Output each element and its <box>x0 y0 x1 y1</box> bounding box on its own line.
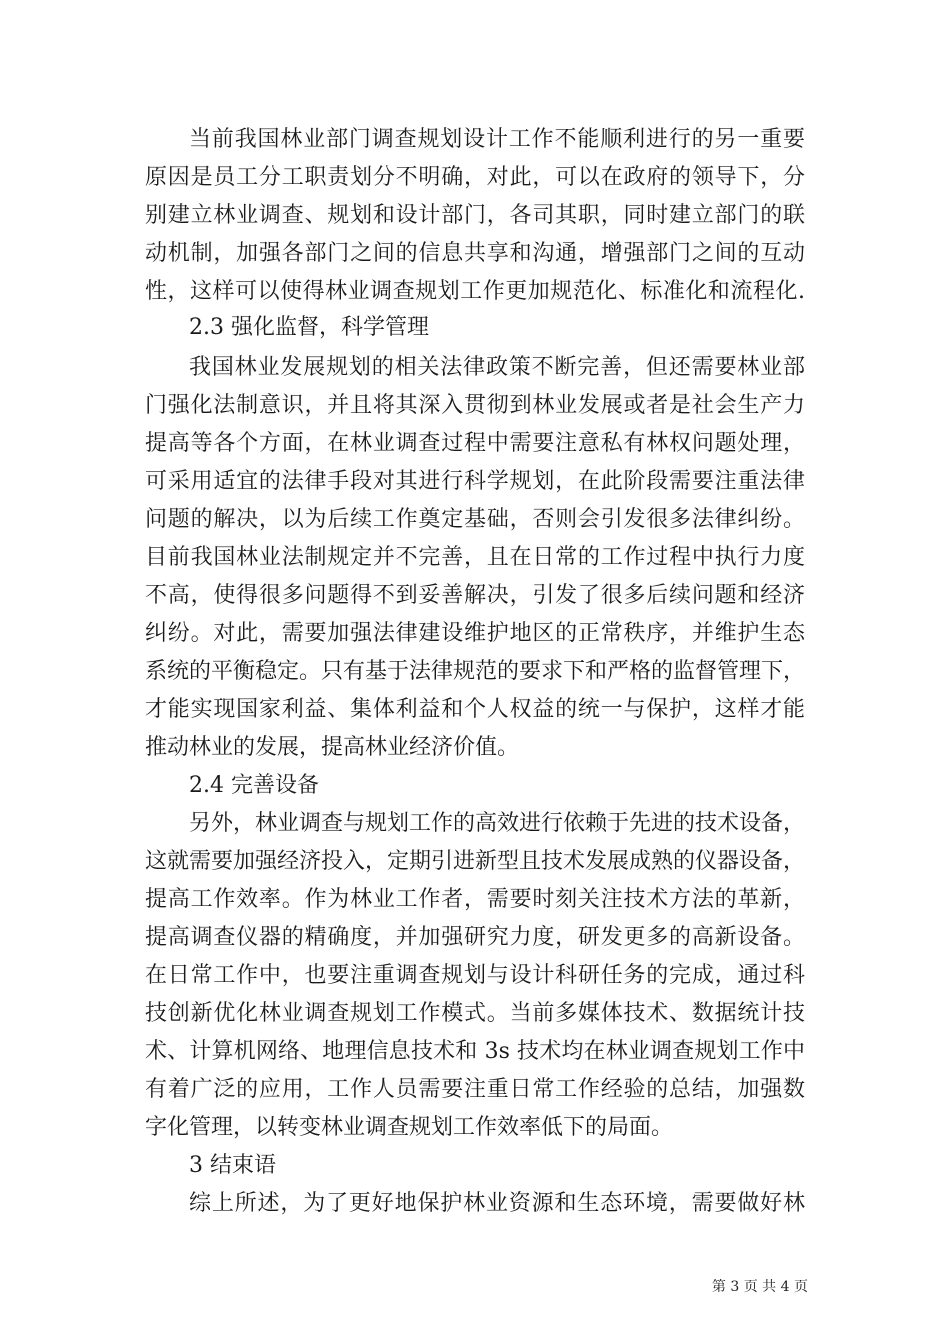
paragraph-2-line-4: 可采用适宜的法律手段对其进行科学规划，在此阶段需要注重法律 <box>145 469 805 494</box>
paragraph-1-line-4: 动机制，加强各部门之间的信息共享和沟通，增强部门之间的互动 <box>145 241 805 266</box>
paragraph-2-line-3: 提高等各个方面，在林业调查过程中需要注意私有林权问题处理， <box>145 431 805 456</box>
paragraph-3-line-2: 这就需要加强经济投入，定期引进新型且技术发展成熟的仪器设备， <box>145 849 806 874</box>
paragraph-1-line-1: 当前我国林业部门调查规划设计工作不能顺利进行的另一重要 <box>189 127 805 152</box>
paragraph-2-line-6: 目前我国林业法制规定并不完善，且在日常的工作过程中执行力度 <box>145 545 805 570</box>
paragraph-3-line-9: 字化管理，以转变林业调查规划工作效率低下的局面。 <box>145 1115 674 1140</box>
paragraph-2-line-1: 我国林业发展规划的相关法律政策不断完善，但还需要林业部 <box>189 355 805 380</box>
paragraph-2-line-9: 系统的平衡稳定。只有基于法律规范的要求下和严格的监督管理下， <box>145 659 806 684</box>
section-heading-2-4: 2.4 完善设备 <box>189 773 319 798</box>
paragraph-3-line-5: 在日常工作中，也要注重调查规划与设计科研任务的完成，通过科 <box>145 963 805 988</box>
paragraph-1-line-2: 原因是员工分工职责划分不明确，对此，可以在政府的领导下，分 <box>145 165 805 190</box>
paragraph-3-line-7: 术、计算机网络、地理信息技术和 3s 技术均在林业调查规划工作中 <box>145 1039 805 1064</box>
section-heading-3: 3 结束语 <box>189 1153 276 1178</box>
paragraph-3-line-1: 另外，林业调查与规划工作的高效进行依赖于先进的技术设备， <box>189 811 806 836</box>
page-number-footer: 第 3 页 共 4 页 <box>711 1279 808 1295</box>
paragraph-2-line-5: 问题的解决，以为后续工作奠定基础，否则会引发很多法律纠纷。 <box>145 507 805 532</box>
paragraph-2-line-8: 纠纷。对此，需要加强法律建设维护地区的正常秩序，并维护生态 <box>145 621 805 646</box>
paragraph-1-line-3: 别建立林业调查、规划和设计部门，各司其职，同时建立部门的联 <box>145 203 805 228</box>
paragraph-3-line-3: 提高工作效率。作为林业工作者，需要时刻关注技术方法的革新， <box>145 887 805 912</box>
paragraph-3-line-8: 有着广泛的应用，工作人员需要注重日常工作经验的总结，加强数 <box>145 1077 805 1102</box>
paragraph-2-line-7: 不高，使得很多问题得不到妥善解决，引发了很多后续问题和经济 <box>145 583 805 608</box>
paragraph-2-line-2: 门强化法制意识，并且将其深入贯彻到林业发展或者是社会生产力 <box>145 393 805 418</box>
section-heading-2-3: 2.3 强化监督，科学管理 <box>189 315 429 340</box>
paragraph-2-line-10: 才能实现国家利益、集体利益和个人权益的统一与保护，这样才能 <box>145 697 805 722</box>
paragraph-4-line-1: 综上所述，为了更好地保护林业资源和生态环境，需要做好林 <box>189 1191 805 1216</box>
paragraph-1-line-5: 性，这样可以使得林业调查规划工作更加规范化、标准化和流程化. <box>145 279 805 304</box>
paragraph-2-line-11: 推动林业的发展，提高林业经济价值。 <box>145 735 520 760</box>
paragraph-3-line-4: 提高调查仪器的精确度，并加强研究力度，研发更多的高新设备。 <box>145 925 805 950</box>
paragraph-3-line-6: 技创新优化林业调查规划工作模式。当前多媒体技术、数据统计技 <box>145 1001 805 1026</box>
